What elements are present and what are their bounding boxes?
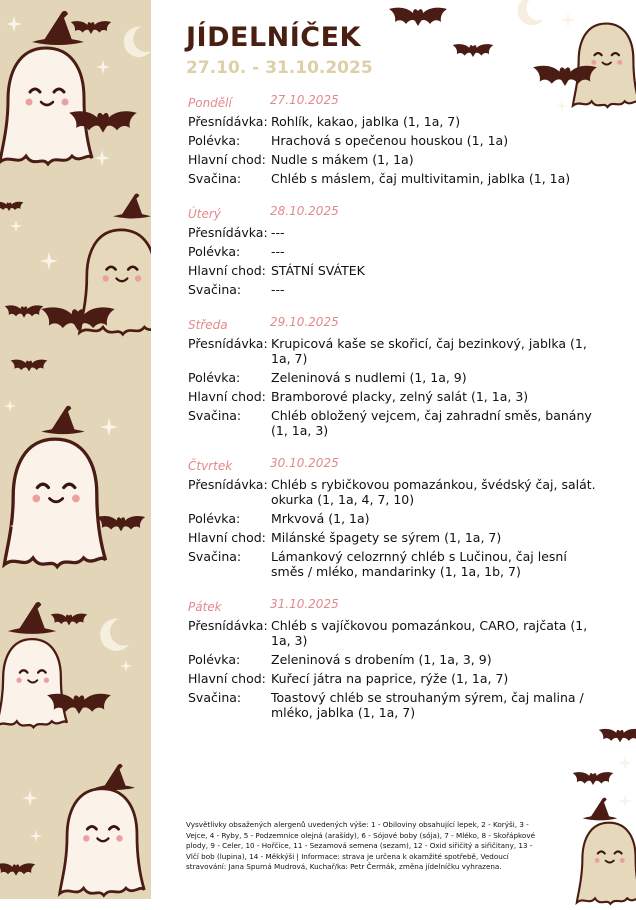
meal-row	[188, 671, 598, 686]
meal-value: Mrkvová (1, 1a)	[271, 511, 370, 526]
meal-label: Svačina:	[188, 408, 242, 423]
meal-row	[188, 408, 598, 438]
date-range: 27.10. - 31.10.2025	[186, 58, 373, 78]
meal-label: Hlavní chod:	[188, 263, 266, 278]
meal-label: Hlavní chod:	[188, 389, 266, 404]
day-name: Středa	[188, 318, 228, 332]
bat-icon	[96, 510, 146, 536]
bat-icon	[40, 298, 116, 338]
meal-value: STÁTNÍ SVÁTEK	[271, 263, 365, 278]
bat-icon	[452, 40, 494, 60]
meal-row	[188, 244, 598, 259]
meal-value: ---	[271, 244, 285, 259]
meal-value: Chléb obložený vejcem, čaj zahradní směs, banány (1, 1a, 3)	[271, 408, 592, 438]
bat-icon	[50, 608, 88, 630]
meal-label: Polévka:	[188, 133, 241, 148]
meal-value: ---	[271, 225, 285, 240]
meal-row	[188, 282, 598, 297]
meal-row	[188, 263, 598, 278]
bat-icon	[388, 2, 448, 30]
ghost-icon	[0, 632, 70, 736]
meal-value: Nudle s mákem (1, 1a)	[271, 152, 414, 167]
bat-icon	[532, 58, 598, 92]
day-date: 29.10.2025	[270, 315, 339, 329]
meal-value: ---	[271, 282, 285, 297]
bat-icon	[0, 196, 24, 216]
meal-label: Svačina:	[188, 690, 242, 705]
sparkle-icon	[10, 520, 22, 532]
meal-value: Lámankový celozrnný chléb s Lučinou, čaj lesní směs / mléko, mandarinky (1, 1a, 1b, 7)	[271, 549, 567, 579]
bat-icon	[4, 300, 44, 322]
day-wednesday	[188, 315, 598, 438]
meal-value: Rohlík, kakao, jablka (1, 1a, 7)	[271, 114, 461, 129]
day-name: Pátek	[188, 600, 222, 614]
meal-value: Krupicová kaše se skořicí, čaj bezinkový, jablka (1, 1a, 7)	[271, 336, 587, 366]
meal-row	[188, 652, 598, 667]
bat-icon	[0, 858, 36, 880]
meal-row	[188, 133, 598, 148]
meal-row	[188, 511, 598, 526]
menu-days	[188, 93, 598, 738]
day-header	[188, 315, 598, 332]
meal-label: Svačina:	[188, 171, 242, 186]
day-thursday	[188, 456, 598, 579]
bat-icon	[46, 686, 112, 720]
meal-label: Přesnídávka:	[188, 618, 268, 633]
sparkle-icon	[30, 830, 42, 842]
meal-value: Toastový chléb se strouhaným sýrem, čaj malina / mléko, jablka (1, 1a, 7)	[271, 690, 584, 720]
day-name: Pondělí	[188, 96, 232, 110]
ghost-icon	[56, 782, 148, 899]
meal-value: Chléb s máslem, čaj multivitamin, jablka (1, 1a)	[271, 171, 571, 186]
day-header	[188, 597, 598, 614]
meal-row	[188, 336, 598, 366]
meal-label: Přesnídávka:	[188, 477, 268, 492]
meal-row	[188, 618, 598, 648]
meal-value: Zeleninová s drobením (1, 1a, 3, 9)	[271, 652, 492, 667]
sparkle-icon	[100, 418, 118, 436]
day-friday	[188, 597, 598, 720]
bat-icon	[598, 722, 636, 748]
sparkle-icon	[22, 790, 38, 806]
ghost-icon	[0, 430, 110, 578]
witch-hat-icon	[110, 190, 151, 222]
meal-label: Polévka:	[188, 511, 241, 526]
sparkle-icon	[94, 150, 110, 166]
meal-label: Polévka:	[188, 244, 241, 259]
moon-icon	[118, 24, 151, 60]
ghost-icon	[574, 818, 636, 910]
sparkle-icon	[96, 60, 110, 74]
day-date: 30.10.2025	[270, 456, 339, 470]
meal-value: Kuřecí játra na paprice, rýže (1, 1a, 7)	[271, 671, 509, 686]
meal-value: Chléb s vajíčkovou pomazánkou, CARO, rajčata (1, 1a, 3)	[271, 618, 588, 648]
day-header	[188, 456, 598, 473]
moon-icon	[94, 616, 132, 654]
meal-value: Zeleninová s nudlemi (1, 1a, 9)	[271, 370, 467, 385]
meal-row	[188, 477, 598, 507]
meal-label: Hlavní chod:	[188, 671, 266, 686]
meal-label: Přesnídávka:	[188, 114, 268, 129]
meal-row	[188, 114, 598, 129]
meal-value: Hrachová s opečenou houskou (1, 1a)	[271, 133, 509, 148]
moon-icon	[512, 0, 546, 28]
halloween-side-panel	[0, 0, 151, 899]
day-tuesday	[188, 204, 598, 297]
page-title: JÍDELNÍČEK	[186, 22, 361, 53]
day-date: 27.10.2025	[270, 93, 339, 107]
meal-row	[188, 171, 598, 186]
day-header	[188, 204, 598, 221]
meal-row	[188, 225, 598, 240]
meal-value: Chléb s rybičkovou pomazánkou, švédský čaj, salát. okurka (1, 1a, 4, 7, 10)	[271, 477, 596, 507]
day-header	[188, 93, 598, 110]
meal-row	[188, 549, 598, 579]
meal-label: Přesnídávka:	[188, 225, 268, 240]
meal-label: Přesnídávka:	[188, 336, 268, 351]
day-monday	[188, 93, 598, 186]
meal-label: Polévka:	[188, 652, 241, 667]
bat-icon	[70, 16, 112, 38]
meal-label: Hlavní chod:	[188, 152, 266, 167]
day-name: Čtvrtek	[188, 459, 233, 473]
meal-row	[188, 370, 598, 385]
meal-row	[188, 530, 598, 545]
sparkle-icon	[4, 400, 16, 412]
bat-icon	[68, 104, 138, 138]
meal-value: Bramborové placky, zelný salát (1, 1a, 3)	[271, 389, 529, 404]
day-name: Úterý	[188, 207, 221, 221]
allergen-footnote: Vysvětlivky obsažených alergenů uvedených výše: 1 - Obiloviny obsahující lepek, 2 - Korýši, 3 - Vejce, 4 - Ryby, 5 - Podzemnice olejná (arašídy), 6 - Sójové boby (sója), 7 - Mléko, 8 - Skořápkové plody, 9 - Celer, 10 - Hořčice, 11 - Sezamová semena (sezam), 12 - Oxid siřičitý a siřičitany, 13 - Vlčí bob (lupina), 14 - Měkkýši | Informace: strava je určena k okamžité spotřebě, Vedoucí stravování: Jana Spurná Mudrová, Kuchař/ka: Petr Čermák, změna jídelníčku vyhrazena.	[186, 820, 535, 871]
sparkle-icon	[120, 660, 132, 672]
meal-label: Hlavní chod:	[188, 530, 266, 545]
bat-icon	[10, 354, 48, 376]
sparkle-icon	[618, 794, 632, 808]
meal-row	[188, 690, 598, 720]
sparkle-icon	[10, 220, 22, 232]
day-date: 28.10.2025	[270, 204, 339, 218]
meal-value: Milánské špagety se sýrem (1, 1a, 7)	[271, 530, 502, 545]
meal-row	[188, 152, 598, 167]
meal-label: Svačina:	[188, 282, 242, 297]
meal-label: Polévka:	[188, 370, 241, 385]
meal-row	[188, 389, 598, 404]
sparkle-icon	[40, 252, 58, 270]
day-date: 31.10.2025	[270, 597, 339, 611]
meal-label: Svačina:	[188, 549, 242, 564]
bat-icon	[572, 768, 614, 788]
sparkle-icon	[6, 16, 22, 32]
sparkle-icon	[618, 756, 632, 770]
